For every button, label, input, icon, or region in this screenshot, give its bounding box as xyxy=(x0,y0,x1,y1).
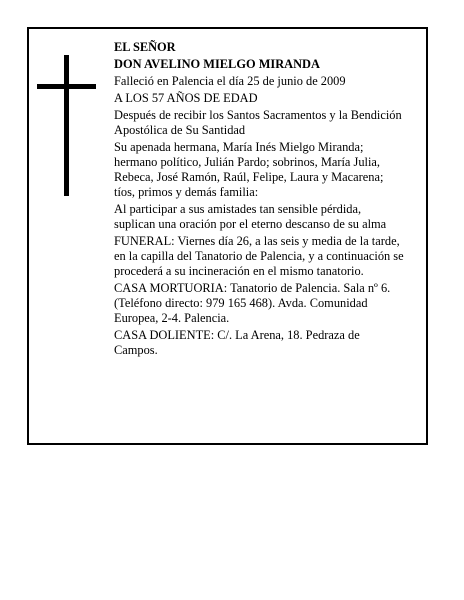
prayer-request: Al participar a sus amistades tan sensible pérdida, suplican una oración por el eterno descanso de su alma xyxy=(114,202,387,231)
mourning-house-info: CASA DOLIENTE: C/. La Arena, 18. Pedraza de Campos. xyxy=(114,328,360,357)
cross-horizontal-bar xyxy=(37,84,96,89)
deceased-name: DON AVELINO MIELGO MIRANDA xyxy=(114,57,320,71)
funeral-info: FUNERAL: Viernes día 26, a las seis y media de la tarde, en la capilla del Tanatorio de Palencia, y a continuación se procederá a su incineración en el mismo tanatorio. xyxy=(114,234,404,278)
family-notice: Su apenada hermana, María Inés Mielgo Miranda; hermano político, Julián Pardo; sobrinos, María Julia, Rebeca, José Ramón, Raúl, Felipe, Laura y Macarena; tíos, primos y demás familia: xyxy=(114,140,384,199)
cross-vertical-bar xyxy=(64,55,69,196)
heading-title: EL SEÑOR xyxy=(114,40,176,54)
death-notice: Falleció en Palencia el día 25 de junio de 2009 xyxy=(114,74,346,88)
obituary-text xyxy=(114,40,404,360)
age-notice: A LOS 57 AÑOS DE EDAD xyxy=(114,91,258,105)
mortuary-info: CASA MORTUORIA: Tanatorio de Palencia. Sala nº 6. (Teléfono directo: 979 165 468). Avda. Comunidad Europea, 2-4. Palencia. xyxy=(114,281,391,325)
sacraments-notice: Después de recibir los Santos Sacramentos y la Bendición Apostólica de Su Santidad xyxy=(114,108,402,137)
